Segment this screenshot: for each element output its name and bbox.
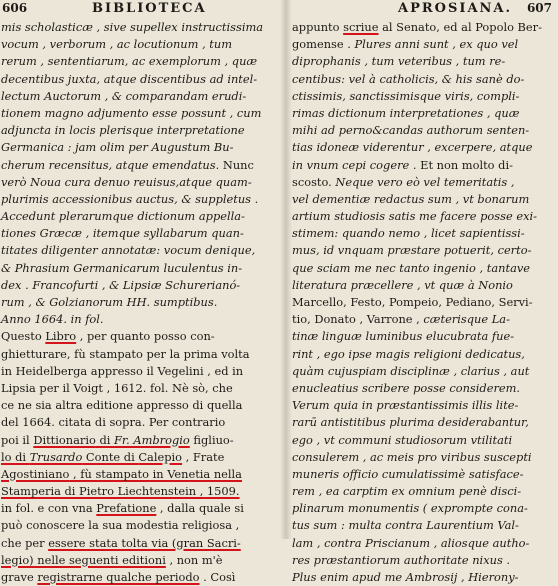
underlined-phrase: Trusardo — [29, 449, 83, 464]
left-page-header — [0, 0, 286, 20]
right-page-line: consulerem , ac meis pro viribus suscepti — [292, 449, 532, 464]
left-page-line: del 1664. citata di sopra. Per contrario — [1, 415, 226, 430]
left-page-line: tionem magno adjumento esse possunt , cum — [1, 105, 262, 120]
underlined-phrase: Calepio — [138, 449, 183, 464]
right-page-line — [292, 311, 554, 328]
right-page-line: mus, id vnquam præstare potuerit, certo- — [292, 243, 532, 258]
right-page-line: centibus: vel à catholicis, & his sanè do- — [292, 71, 525, 86]
left-page-line — [1, 483, 279, 500]
text-run: . Così — [199, 570, 236, 584]
right-page-line: que sciam me nec tanto ingenio , tantave — [292, 260, 531, 275]
text-run: scosto. — [292, 174, 336, 189]
left-page-line — [1, 569, 279, 586]
text-run: Marcello, Festo, Pompeio, Pediano, Servi- — [292, 295, 533, 309]
right-running-head: APROSIANA. — [398, 1, 513, 16]
left-page-line: Anno 1664. in fol. — [1, 312, 104, 327]
left-page-line: plurimis accessionibus auctus, & suppletus . — [1, 191, 259, 206]
underlined-phrase: Stamperia di Pietro Liechtenstein , 1509. — [1, 484, 240, 499]
right-page-line — [292, 19, 554, 36]
left-page-line: Accedunt plerarumque dictionum appella- — [1, 209, 245, 224]
left-page-line — [1, 552, 279, 569]
right-page-line — [292, 294, 554, 311]
right-page-line: plinarum monumentis ( exprompte cona- — [292, 501, 528, 516]
left-page-line: & Phrasium Germanicarum luculentus in- — [1, 260, 243, 275]
left-page-line: tiones Græcæ , itemque syllabarum quan- — [1, 226, 244, 241]
text-run: , per quanto posso con- — [76, 329, 215, 344]
text-run: che per — [1, 535, 49, 550]
left-page-number: 606 — [2, 1, 28, 15]
text-run: , dalla quale si — [156, 501, 244, 516]
text-run: cæterisque La- — [423, 312, 510, 327]
right-page — [286, 0, 558, 584]
underlined-phrase: legio) nelle seguenti editioni — [1, 552, 166, 567]
underlined-phrase: Dittionario — [33, 432, 96, 447]
right-page-line — [292, 174, 554, 191]
left-page-line — [1, 466, 279, 483]
right-page-line: literatura præcellere , vt quæ à Nonio — [292, 277, 513, 292]
right-page-line: rint , ego ipse magis religioni dedicatus, — [292, 346, 525, 361]
right-page-line: enucleatius scribere posse considerem. — [292, 380, 521, 395]
right-page-line: ctissimis, sanctissimisque viris, compli- — [292, 88, 520, 103]
right-page-line: rem , ea carptim ex omnium penè disci- — [292, 484, 522, 499]
underlined-phrase: di — [95, 432, 115, 447]
text-run: Plures anni sunt , ex quo vel — [354, 37, 519, 52]
right-page-line: tias idoneæ viderentur , excerpere, atque — [292, 140, 533, 155]
underlined-phrase: Prefatione — [96, 501, 157, 516]
left-page-line: titates diligenter annotatæ: vocum denique, — [1, 243, 256, 258]
left-page-line — [1, 535, 279, 552]
right-page-line: rarū antistitibus plurima desiderabantur, — [292, 415, 529, 430]
right-page-line: stimem: quando nemo , licet sapientissi- — [292, 226, 525, 241]
left-page-text — [1, 19, 279, 586]
text-run: al Senato, ed al Popolo Ber- — [378, 20, 542, 34]
left-page-line: in Heidelberga appresso il Vegelini , ed in — [1, 363, 244, 378]
right-page-line: Verum quia in præstantissimis illis lite- — [292, 398, 519, 413]
right-page-line: tinæ linguæ luminibus elucubrata fue- — [292, 329, 515, 344]
left-page-line: rerum , sententiarum, ac exemplorum , quæ — [1, 54, 258, 69]
left-running-head: BIBLIOTECA — [92, 1, 207, 16]
right-page-line: muneris officio cumulatissimè satisface- — [292, 466, 524, 481]
text-run: , non m'è — [165, 552, 223, 567]
text-run: grave — [1, 570, 38, 584]
text-run: appunto — [292, 20, 344, 34]
right-page-header — [286, 0, 558, 20]
left-page-line: Lipsia per il Voigt , 1612. fol. Nè sò, che — [1, 380, 233, 395]
left-page-line: lectum Auctorum , & comparandam erudi- — [1, 88, 247, 103]
left-page-line — [1, 157, 279, 174]
underlined-phrase: essere stata tolta via (gran Sacri- — [48, 535, 241, 550]
text-run: in vnum cepi cogere . — [292, 157, 417, 172]
left-page-line: verò Noua cura denuo reuisus,atque quam- — [1, 174, 252, 189]
right-page-line: mihi ad perno&candas authorum senten- — [292, 123, 530, 138]
left-page-line — [1, 500, 279, 517]
text-run: cherum recensitus, atque emendatus. — [1, 157, 220, 172]
right-page-number: 607 — [526, 1, 552, 15]
right-page-line: rimas dictionum interpretationes , quæ — [292, 105, 520, 120]
underlined-phrase: Libro — [45, 329, 77, 344]
underlined-phrase: Fr. Ambrogio — [114, 432, 190, 447]
right-page-line: quàm cujuspiam disciplinæ , clarius , aut — [292, 363, 530, 378]
left-page-line: rum , & Golzianorum HH. sumptibus. — [1, 295, 218, 309]
right-page-line: Plus enim apud me Ambrosij , Hierony- — [292, 570, 519, 584]
right-page-line: lam , contra Priscianum , aliosque autho- — [292, 535, 530, 550]
underlined-phrase: Agostiniano — [1, 466, 70, 481]
left-page-line: adjuncta in locis plerisque interpretatione — [1, 123, 245, 138]
left-page-line — [1, 432, 279, 449]
left-page-line: ce ne sia altra editione appresso di quella — [1, 398, 243, 413]
left-page-line: vocum , verborum , ac locutionum , tum — [1, 37, 233, 52]
text-run: in fol. e con vna — [1, 501, 97, 516]
right-page-line — [292, 36, 554, 53]
right-page-line: res præstantiorum authoritate nixus . — [292, 552, 511, 567]
text-run: figliuo- — [189, 432, 234, 447]
left-page-line — [1, 449, 279, 466]
text-run: tio, Donato , Varrone , — [292, 312, 424, 327]
text-run: gomense . — [292, 37, 355, 52]
right-page-line: artium studiosis satis me facere posse exi- — [292, 209, 537, 224]
left-page-line: dex . Francofurti , & Lipsiæ Schurerianó- — [1, 277, 241, 292]
right-page-line: diprophanis , tum veteribus , tum re- — [292, 54, 506, 69]
underlined-phrase: scriue — [343, 20, 379, 34]
right-page-line: vel dementiæ redactus sum , vt bonarum — [292, 191, 530, 206]
left-page-line: decentibus juxta, atque discentibus ad intel- — [1, 71, 258, 86]
left-page-line: ghietturare, fù stampato per la prima volta — [1, 346, 250, 361]
text-run: Nunc — [219, 157, 254, 172]
text-run: Et non molto di- — [416, 157, 513, 172]
underlined-phrase: Conte di — [82, 449, 139, 464]
right-page-line: tus sum : multa contra Laurentium Val- — [292, 518, 519, 533]
text-run: Neque vero eò vel temeritatis , — [335, 174, 515, 189]
underlined-phrase: lo di — [1, 449, 30, 464]
text-run: , Frate — [182, 449, 225, 464]
left-page-line: mis scholasticæ , sive supellex instructissima — [1, 20, 264, 34]
left-page-line: può conoscere la sua modestia religiosa , — [1, 518, 240, 533]
right-page-text — [292, 19, 554, 586]
left-page-line — [1, 328, 279, 345]
right-page-line: ego , vt communi studiosorum vtilitati — [292, 432, 513, 447]
left-page-line: Germanica : jam olim per Augustum Bu- — [1, 140, 234, 155]
right-page-line — [292, 157, 554, 174]
text-run: poi il — [1, 432, 34, 447]
underlined-phrase: registrarne qualche periodo — [37, 570, 200, 584]
underlined-phrase: , fù stampato in Venetia nella — [69, 466, 242, 481]
text-run: Questo — [1, 329, 46, 344]
